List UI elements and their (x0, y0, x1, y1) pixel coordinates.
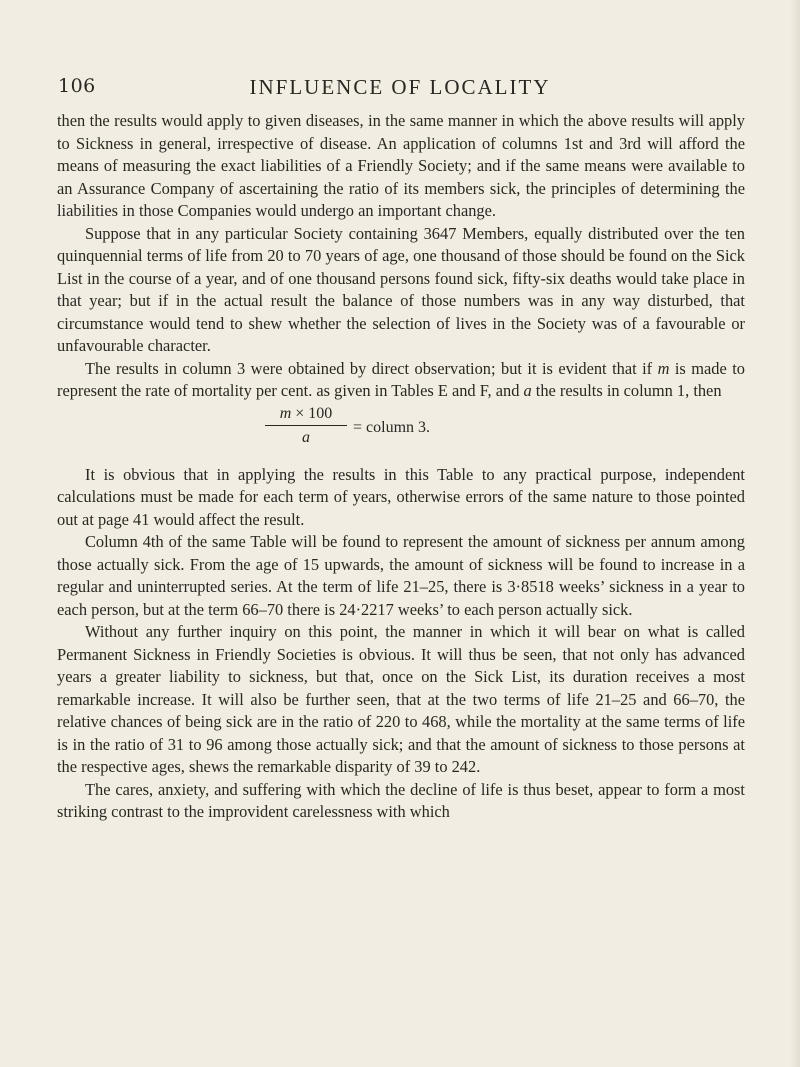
paragraph: Without any further inquiry on this point, the manner in which it will bear on what is called Permanent Sickness in Friendly Societies is obvious. It will thus be seen, that not only has advanced years a greater liability to sickness, but that, once on the Sick List, its duration receives a most remarkable increase. It will also be further seen, that at the two terms of life 21–25 and 66–70, the relative chances of being sick are in the ratio of 220 to 468, while the mortality at the same terms of life is in the ratio of 31 to 96 among those actually sick; and that the amount of sickness to those persons at the respective ages, shews the remarkable disparity of 39 to 242. (57, 622, 745, 776)
text-run: The results in column 3 were obtained by direct observation; but it is evident that if (85, 358, 658, 378)
paragraph (57, 358, 745, 403)
paragraph: Column 4th of the same Table will be found to represent the amount of sickness per annum among those actually sick. From the age of 15 upwards, the amount of sickness will be found to increase in a regular and uninterrupted series. At the term of life 21–25, there is 3·8518 weeks’ sickness in a year to each person, but at the term 66–70 there is 24·2217 weeks’ to each person actually sick. (57, 532, 745, 619)
variable-a: a (523, 381, 532, 400)
fraction-bar (265, 425, 347, 426)
formula-fraction (265, 404, 347, 448)
paragraph: The cares, anxiety, and suffering with which the decline of life is thus beset, appear to form a most striking contrast to the improvident carelessness with which (57, 779, 745, 821)
text-run: the results in column 1, then (531, 381, 722, 400)
numerator-rest: × 100 (291, 404, 333, 422)
page-header (58, 75, 742, 97)
page-number: 106 (58, 75, 96, 97)
paragraph: It is obvious that in applying the results in this Table to any practical purpose, independent calculations must be made for each term of years, otherwise errors of the same nature to those pointed out at page 41 would affect the result. (57, 464, 745, 529)
variable-m: m (657, 358, 670, 378)
page-edge-shadow (790, 0, 800, 1067)
formula-numerator (265, 404, 347, 424)
formula-rhs: = column 3. (353, 418, 431, 436)
text-run: is made to represent the rate of mortality per cent. as given in Tables E and F, and (57, 358, 745, 400)
body-text (57, 110, 745, 824)
paragraph-continued: then the results would apply to given diseases, in the same manner in which the above results will apply to Sickness in general, irrespective of disease. An application of columns 1st and 3rd will afford the means of measuring the exact liabilities of a Friendly Society; and if the same means were available to an Assurance Company of ascertaining the ratio of its members sick, the principles of determining the liabilities in those Companies would undergo an important change. (57, 111, 745, 220)
formula (57, 404, 745, 460)
paragraph: Suppose that in any particular Society containing 3647 Members, equally distributed over the ten quinquennial terms of life from 20 to 70 years of age, one thousand of those should be found on the Sick List in the course of a year, and of one thousand persons found sick, fifty-six deaths would take place in that year; but if in the actual result the balance of those numbers was in any way disturbed, that circumstance would tend to shew whether the selection of lives in the Society was of a favourable or unfavourable character. (57, 223, 745, 355)
formula-denominator: a (302, 428, 310, 446)
running-head: INFLUENCE OF LOCALITY (249, 75, 551, 99)
numerator-variable: m (279, 404, 292, 422)
